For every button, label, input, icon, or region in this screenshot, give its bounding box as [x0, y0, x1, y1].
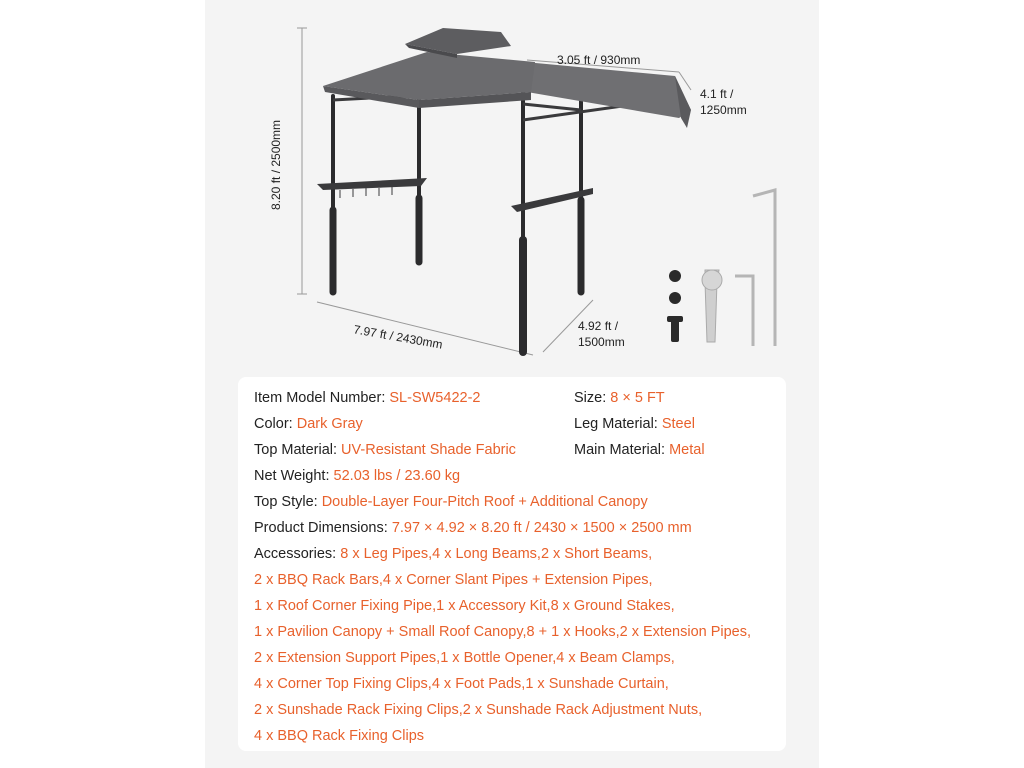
accessories-line: 4 x BBQ Rack Fixing Clips [254, 728, 425, 744]
product-panel [205, 0, 819, 768]
spec-net-weight: Net Weight: 52.03 lbs / 23.60 kg [254, 468, 461, 484]
spec-top-style: Top Style: Double-Layer Four-Pitch Roof + Additional Canopy [254, 494, 648, 510]
canopy-drop-dimension-label-2: 1250mm [700, 103, 747, 117]
accessories-line: 1 x Pavilion Canopy + Small Roof Canopy,8 + 1 x Hooks,2 x Extension Pipes, [254, 624, 752, 640]
gazebo-illustration [205, 0, 819, 372]
height-dimension-label: 8.20 ft / 2500mm [269, 119, 283, 210]
spec-accessories: Accessories: 8 x Leg Pipes,4 x Long Beams,2 x Short Beams, [254, 546, 653, 562]
depth-dimension-label-2: 1500mm [578, 335, 625, 349]
specification-card [238, 377, 786, 751]
accessories-line: 2 x Extension Support Pipes,1 x Bottle Opener,4 x Beam Clamps, [254, 650, 675, 666]
spec-main-material: Main Material: Metal [574, 442, 705, 458]
accessories-line: 2 x BBQ Rack Bars,4 x Corner Slant Pipes + Extension Pipes, [254, 572, 653, 588]
accessories-line: 1 x Roof Corner Fixing Pipe,1 x Accessory Kit,8 x Ground Stakes, [254, 598, 675, 614]
spec-leg-material: Leg Material: Steel [574, 416, 695, 432]
spec-top-material: Top Material: UV-Resistant Shade Fabric [254, 442, 516, 458]
length-dimension-label: 7.97 ft / 2430mm [352, 322, 444, 352]
spec-product-dimensions: Product Dimensions: 7.97 × 4.92 × 8.20 ft / 2430 × 1500 × 2500 mm [254, 520, 692, 536]
spec-color: Color: Dark Gray [254, 416, 363, 432]
spec-size: Size: 8 × 5 FT [574, 390, 665, 406]
depth-dimension-label-1: 4.92 ft / [578, 319, 619, 333]
canopy-width-dimension-label: 3.05 ft / 930mm [557, 53, 641, 67]
canopy-drop-dimension-label-1: 4.1 ft / [700, 87, 734, 101]
spec-model: Item Model Number: SL-SW5422-2 [254, 390, 481, 406]
accessories-line: 4 x Corner Top Fixing Clips,4 x Foot Pads,1 x Sunshade Curtain, [254, 676, 669, 692]
accessories-line: 2 x Sunshade Rack Fixing Clips,2 x Sunshade Rack Adjustment Nuts, [254, 702, 703, 718]
